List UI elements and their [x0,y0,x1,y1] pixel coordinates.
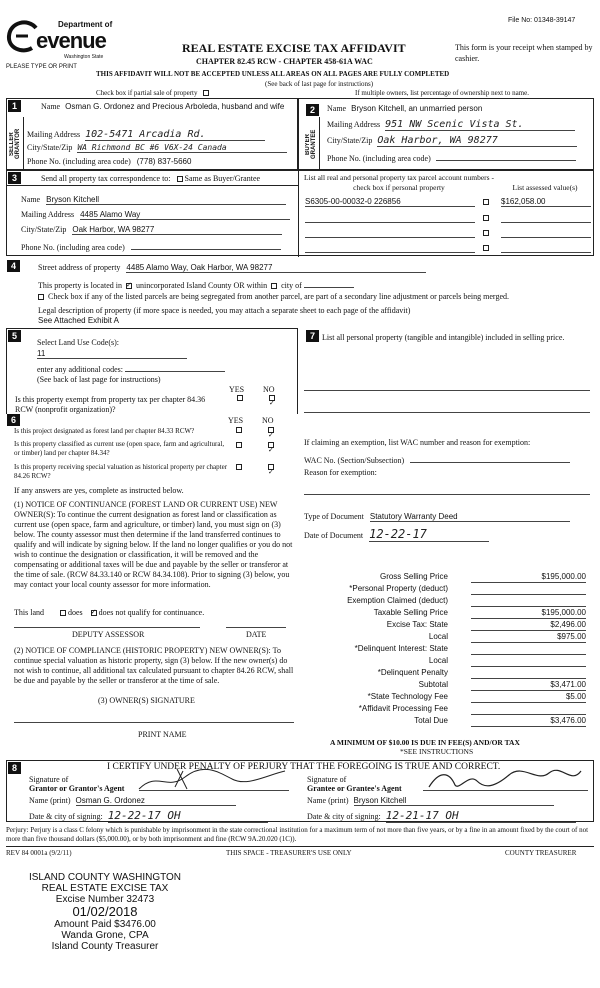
exempt-no-header: NO [263,385,275,394]
parcel-value[interactable]: $162,058.00 [501,197,591,207]
grantor-date-label: Date & city of signing: [29,812,103,821]
parcel-value[interactable] [501,213,591,223]
grantee-name-label: Name (print) [307,796,349,805]
tax-label: *Affidavit Processing Fee [358,704,448,713]
tax-label: Total Due [414,716,448,725]
buyer-name-label: Name [327,104,347,113]
please-type: PLEASE TYPE OR PRINT [6,64,77,70]
street-label: Street address of property [38,263,121,272]
corr-mailing-label: Mailing Address [21,210,75,219]
form-chapter: CHAPTER 82.45 RCW - CHAPTER 458-61A WAC [196,57,373,66]
partial-sale [96,89,209,97]
seller-phone-row [27,157,191,166]
owner-signature-label: (3) OWNER(S) SIGNATURE [98,696,195,705]
perjury-note: Perjury: Perjury is a class C felony which is punishable by imprisonment in the state correctional institution for a maximum term of not more than five years, or by a fine in an amount fixed by the court of not more than five thousand dollars ($5,000.00), or by both imprisonment and fine (RCW 9A.20.020 (1C)). [6,826,589,843]
parcel-header: List all real and personal property tax parcel account numbers - check box if personal property [304,173,494,192]
corr-city-row [21,225,282,235]
parcel-number[interactable]: S6305-00-00032-0 226856 [305,197,475,207]
land-use-value[interactable]: 11 [37,349,187,359]
located-row [38,279,354,290]
stamp-tax-type: REAL ESTATE EXCISE TAX [41,883,169,894]
stamp-amount: Amount Paid $3476.00 [54,919,156,930]
personal-property-label: List all personal property (tangible and intangible) included in selling price. [322,333,565,342]
does-label: does [68,608,83,617]
seller-box [6,98,298,170]
historic-no-checkbox[interactable] [268,464,274,470]
tax-value[interactable] [471,584,586,595]
tax-value[interactable]: $3,471.00 [471,680,586,691]
additional-codes-label: enter any additional codes: [37,365,123,374]
tax-label: Local [428,656,448,665]
located-rest: unincorporated Island County OR within [135,281,268,290]
personal-property-checkbox[interactable] [483,230,489,236]
seller-city-value[interactable]: WA Richmond BC #6 V6X-24 Canada [77,143,287,153]
tax-label: Taxable Selling Price [373,608,448,617]
corr-city-value[interactable]: Oak Harbor, WA 98277 [72,225,282,235]
doc-type-value[interactable]: Statutory Warranty Deed [370,512,570,522]
stamp-treasurer-name: Wanda Grone, CPA [61,930,149,941]
stamp-treasurer-title: Island County Treasurer [51,941,159,952]
legal-value[interactable]: See Attached Exhibit A [38,316,119,325]
grantor-sig-bold: Grantor or Grantor's Agent [29,784,125,793]
land-use-see-back: (See back of last page for instructions) [37,375,161,384]
parcel-row-3 [303,243,593,253]
unincorporated-checkbox[interactable] [126,283,132,289]
tax-label: Excise Tax: State [386,620,448,629]
corr-name-row [21,195,286,205]
buyer-phone-label: Phone No. (including area code) [327,154,431,163]
street-value[interactable]: 4485 Alamo Way, Oak Harbor, WA 98277 [126,263,426,273]
deputy-date-label: DATE [246,630,267,639]
street-row [38,263,426,273]
grantee-sig-label [307,775,402,793]
section-6-number: 6 [7,414,20,426]
tax-label: Subtotal [418,680,448,689]
dept-line: Department of [58,20,113,29]
tax-value[interactable]: $975.00 [471,632,586,643]
s6-yes-header: YES [228,416,244,425]
wac-value[interactable] [410,454,570,463]
tax-label: *State Technology Fee [367,692,448,701]
exempt-yes-header: YES [229,385,245,394]
grantee-sig-bold: Grantee or Grantee's Agent [307,784,402,793]
parcel-value-header: List assessed value(s) [512,183,578,192]
buyer-city-value[interactable]: Oak Harbor, WA 98277 [377,135,577,147]
grantor-name-row [29,796,236,806]
tax-value[interactable] [471,644,586,655]
correspondence-box [6,170,594,256]
buyer-name-value[interactable]: Bryson Kitchell, an unmarried person [351,104,483,113]
parcel-row-1 [303,213,593,223]
current-use-yes-checkbox[interactable] [236,442,242,448]
grantee-date-value[interactable]: 12-21-17 OH [386,809,576,823]
tax-label: Local [428,632,448,641]
rev-number: REV 84 0001a (9/2/11) [6,849,72,857]
buyer-mailing-label: Mailing Address [327,120,381,129]
city-of-label: city of [281,281,302,290]
treasurer-only: THIS SPACE - TREASURER'S USE ONLY [226,849,352,857]
multiple-owners: If multiple owners, list percentage of ownership next to name. [355,89,529,97]
grantor-date-row [29,809,268,823]
personal-property-checkbox[interactable] [483,245,489,251]
signature-box [6,760,594,822]
tax-row-exemption [300,596,588,607]
logo-sub: Washington State [64,54,104,60]
grantor-date-value[interactable]: 12-22-17 OH [108,809,268,823]
grantor-name-value[interactable]: Osman G. Ordonez [76,796,236,806]
tax-label: Exemption Claimed (deduct) [347,596,448,605]
this-land-label: This land [14,608,44,617]
seller-name-row [41,102,293,111]
stamp-excise-number: Excise Number 32473 [55,894,155,905]
forest-no-checkbox[interactable] [268,427,274,433]
file-no: File No: 01348-39147 [508,17,576,24]
additional-codes [37,363,225,374]
notice-compliance: (2) NOTICE OF COMPLIANCE (HISTORIC PROPERTY) NEW OWNER(S): To continue special valuation as historic property, sign (3) below. If the new owner(s) do not wish to continue, all additional tax calculated pursuant to chapter 84.26 RCW, shall be due and payable by the seller or transferor at the time of sale. [14,646,294,685]
reason-label: Reason for exemption: [304,468,377,477]
parcel-row-2 [303,228,593,238]
grantee-signature-scribble-icon [425,767,585,793]
buyer-mailing-value[interactable]: 951 NW Scenic Vista St. [385,119,575,131]
corr-name-label: Name [21,195,41,204]
tax-value[interactable] [471,656,586,667]
tax-row-excise-state [300,620,588,631]
section-3-number: 3 [8,172,21,184]
buyer-city-row [327,135,577,147]
historic-yes-checkbox[interactable] [236,464,242,470]
tax-row-taxable [300,608,588,619]
current-use-no-checkbox[interactable] [268,442,274,448]
stamp-county: ISLAND COUNTY WASHINGTON [28,872,182,883]
minimum-note: A MINIMUM OF $10.00 IS DUE IN FEE(S) AND/OR TAX [330,738,520,747]
tax-value[interactable]: $2,496.00 [471,620,586,631]
grantee-name-row [307,796,554,806]
buyer-mailing-row [327,119,575,131]
same-as-buyer-checkbox[interactable] [177,176,183,182]
tax-row-interest-state [300,644,588,655]
tax-value[interactable]: $3,476.00 [471,716,586,727]
forest-question: Is this project designated as forest land per chapter 84.33 RCW? [14,427,195,435]
parcel-number[interactable] [305,243,475,253]
logo-word: evenue [36,28,106,53]
land-use-box [6,328,298,414]
receipt-note: This form is your receipt when stamped by cashier. [455,43,593,63]
current-use-question: Is this property classified as current use (open space, farm and agricultural, or timber) land per chapter 84.34? [14,440,225,457]
tax-row-penalty [300,668,588,679]
city-of-value[interactable] [304,279,354,288]
section6-area [6,414,298,744]
tax-row-excise-local [300,632,588,643]
grantor-signature-scribble-icon [137,767,287,793]
seller-name-value[interactable]: Osman G. Ordonez and Precious Arboleda, husband and wife [65,102,285,111]
tax-row-processing-fee [300,704,588,715]
correspondence-label: Send all property tax correspondence to: [41,174,171,183]
does-not-label: does not [98,608,126,617]
segregated-checkbox[interactable] [38,294,44,300]
grantor-sig-prefix: Signature of [29,775,69,784]
city-of-checkbox[interactable] [271,283,277,289]
qualify-label: qualify for continuance. [127,608,205,617]
tax-row-total [300,716,588,727]
deputy-assessor-label: DEPUTY ASSESSOR [72,630,145,639]
grantee-date-row [307,809,576,823]
continuance-row [14,608,204,617]
exempt-question: Is this property exempt from property tax per chapter 84.36 RCW (nonprofit organization)? [15,395,206,414]
personal-property-checkbox[interactable] [483,199,489,205]
parcel-value[interactable] [501,228,591,238]
grantor-name-label: Name (print) [29,796,71,805]
corr-phone-label: Phone No. (including area code) [21,243,125,252]
corr-mailing-row [21,210,290,220]
personal-property-checkbox[interactable] [483,215,489,221]
form-title: REAL ESTATE EXCISE TAX AFFIDAVIT [182,41,406,55]
doc-type-row [304,512,570,522]
tax-value[interactable]: $195,000.00 [471,608,586,619]
wac-label: WAC No. (Section/Subsection) [304,456,405,465]
correspondence-label-row [41,174,260,183]
doc-date-row [304,527,489,542]
doc-date-value[interactable]: 12-22-17 [369,527,489,542]
grantee-date-label: Date & city of signing: [307,812,381,821]
section-1-number: 1 [8,100,21,112]
see-back: (See back of last page for instructions) [265,80,374,88]
buyer-phone-value[interactable] [436,151,576,161]
grantee-name-value[interactable]: Bryson Kitchell [354,796,554,806]
tax-row-subtotal [300,680,588,691]
does-not-checkbox[interactable] [91,610,97,616]
buyer-name-row [327,104,482,113]
does-checkbox[interactable] [60,610,66,616]
warning: THIS AFFIDAVIT WILL NOT BE ACCEPTED UNLESS ALL AREAS ON ALL PAGES ARE FULLY COMPLETED [96,70,450,78]
section-5-number: 5 [8,330,21,342]
tax-row-interest-local [300,656,588,667]
segregated-label: Check box if any of the listed parcels are being segregated from another parcel, are part of a secondary line adjustment or parcels being merged. [48,292,509,301]
seller-phone-value[interactable]: (778) 837-5660 [136,157,192,166]
doc-type-label: Type of Document [304,512,364,521]
section-7-number: 7 [306,330,319,342]
section7-area [300,330,594,570]
buyer-vertical-label: BUYER GRANTEE [305,129,317,159]
same-as-buyer-label: Same as Buyer/Grantee [184,174,261,183]
partial-sale-label: Check box if partial sale of property [96,89,198,97]
tax-value[interactable]: $5.00 [471,692,586,703]
if-yes-note: If any answers are yes, complete as instructed below. [14,486,184,495]
seller-city-label: City/State/Zip [27,143,73,152]
buyer-phone-row [327,151,576,163]
segregated-row [38,292,509,301]
tax-label: *Delinquent Interest: State [354,644,448,653]
stamp-date: 01/02/2018 [72,904,138,919]
seller-mailing-label: Mailing Address [27,130,81,139]
parcel-number[interactable] [305,228,475,238]
parcel-row-0 [303,197,593,207]
tax-label: *Delinquent Penalty [377,668,448,677]
parcel-number[interactable] [305,213,475,223]
s6-no-header: NO [262,416,274,425]
seller-name-label: Name [41,102,61,111]
buyer-box [298,98,594,170]
tax-row-gross [300,572,588,583]
land-use-label: Select Land Use Code(s): [37,338,119,347]
exemption-label: If claiming an exemption, list WAC number and reason for exemption: [304,438,531,447]
forest-yes-checkbox[interactable] [236,427,242,433]
additional-codes-value[interactable] [125,363,225,372]
seller-mailing-value[interactable]: 102-5471 Arcadia Rd. [85,129,265,141]
corr-name-value[interactable]: Bryson Kitchell [46,195,286,205]
located-label: This property is located in [38,281,122,290]
section-2-number: 2 [306,104,319,116]
grantor-sig-label [29,775,124,793]
treasurer-stamp [20,872,190,952]
logo [6,14,126,64]
doc-date-label: Date of Document [304,531,364,540]
tax-value[interactable] [471,596,586,607]
certify-statement: I CERTIFY UNDER PENALTY OF PERJURY THAT THE FOREGOING IS TRUE AND CORRECT. [107,762,501,772]
parcel-value[interactable] [501,243,591,253]
tax-row-personal [300,584,588,595]
buyer-city-label: City/State/Zip [327,136,373,145]
see-instructions: *SEE INSTRUCTIONS [400,747,474,756]
exempt-no-checkbox[interactable] [269,395,275,401]
tax-label: Gross Selling Price [379,572,448,581]
wac-row [304,454,570,465]
print-name-label: PRINT NAME [138,730,187,739]
corr-phone-row [21,240,281,252]
tax-label: *Personal Property (deduct) [349,584,448,593]
corr-city-label: City/State/Zip [21,225,67,234]
tax-value[interactable] [471,668,586,679]
seller-vertical-label: SELLER GRANTOR [9,128,21,160]
tax-row-tech-fee [300,692,588,703]
section-4-number: 4 [7,260,20,272]
exempt-yes-checkbox[interactable] [237,395,243,401]
historic-question: Is this property receiving special valuation as historical property per chapter 84.26 RCW? [14,463,228,480]
partial-sale-checkbox[interactable] [203,90,209,96]
notice-continuance: (1) NOTICE OF CONTINUANCE (FOREST LAND OR CURRENT USE) NEW OWNER(S): To continue the current designation as forest land or classification as current use (open space, farm and agriculture, or timber) land, you must sign on (3) below. The county assessor must then determine if the land transferred continues to qualify and will indicate by signing below. If the land no longer qualifies or you do not wish to continue the designation or classification, it will be removed and the compensating or additional taxes will be due and payable by the seller or transferor at the time of sale. (RCW 84.33.140 or RCW 84.34.108). Prior to signing (3) below, you may contact your local county assessor for more information. [14,500,293,589]
corr-phone-value[interactable] [131,240,281,250]
legal-label: Legal description of property (if more space is needed, you may attach a separate sheet to each page of the affidavit) [38,306,411,315]
seller-city-row [27,143,287,153]
seller-mailing-row [27,129,265,141]
tax-value[interactable]: $195,000.00 [471,572,586,583]
seller-phone-label: Phone No. (including area code) [27,157,131,166]
corr-mailing-value[interactable]: 4485 Alamo Way [80,210,290,220]
county-treasurer: COUNTY TREASURER [505,849,577,857]
tax-value[interactable] [471,704,586,715]
section-8-number: 8 [8,762,21,774]
grantee-sig-prefix: Signature of [307,775,347,784]
